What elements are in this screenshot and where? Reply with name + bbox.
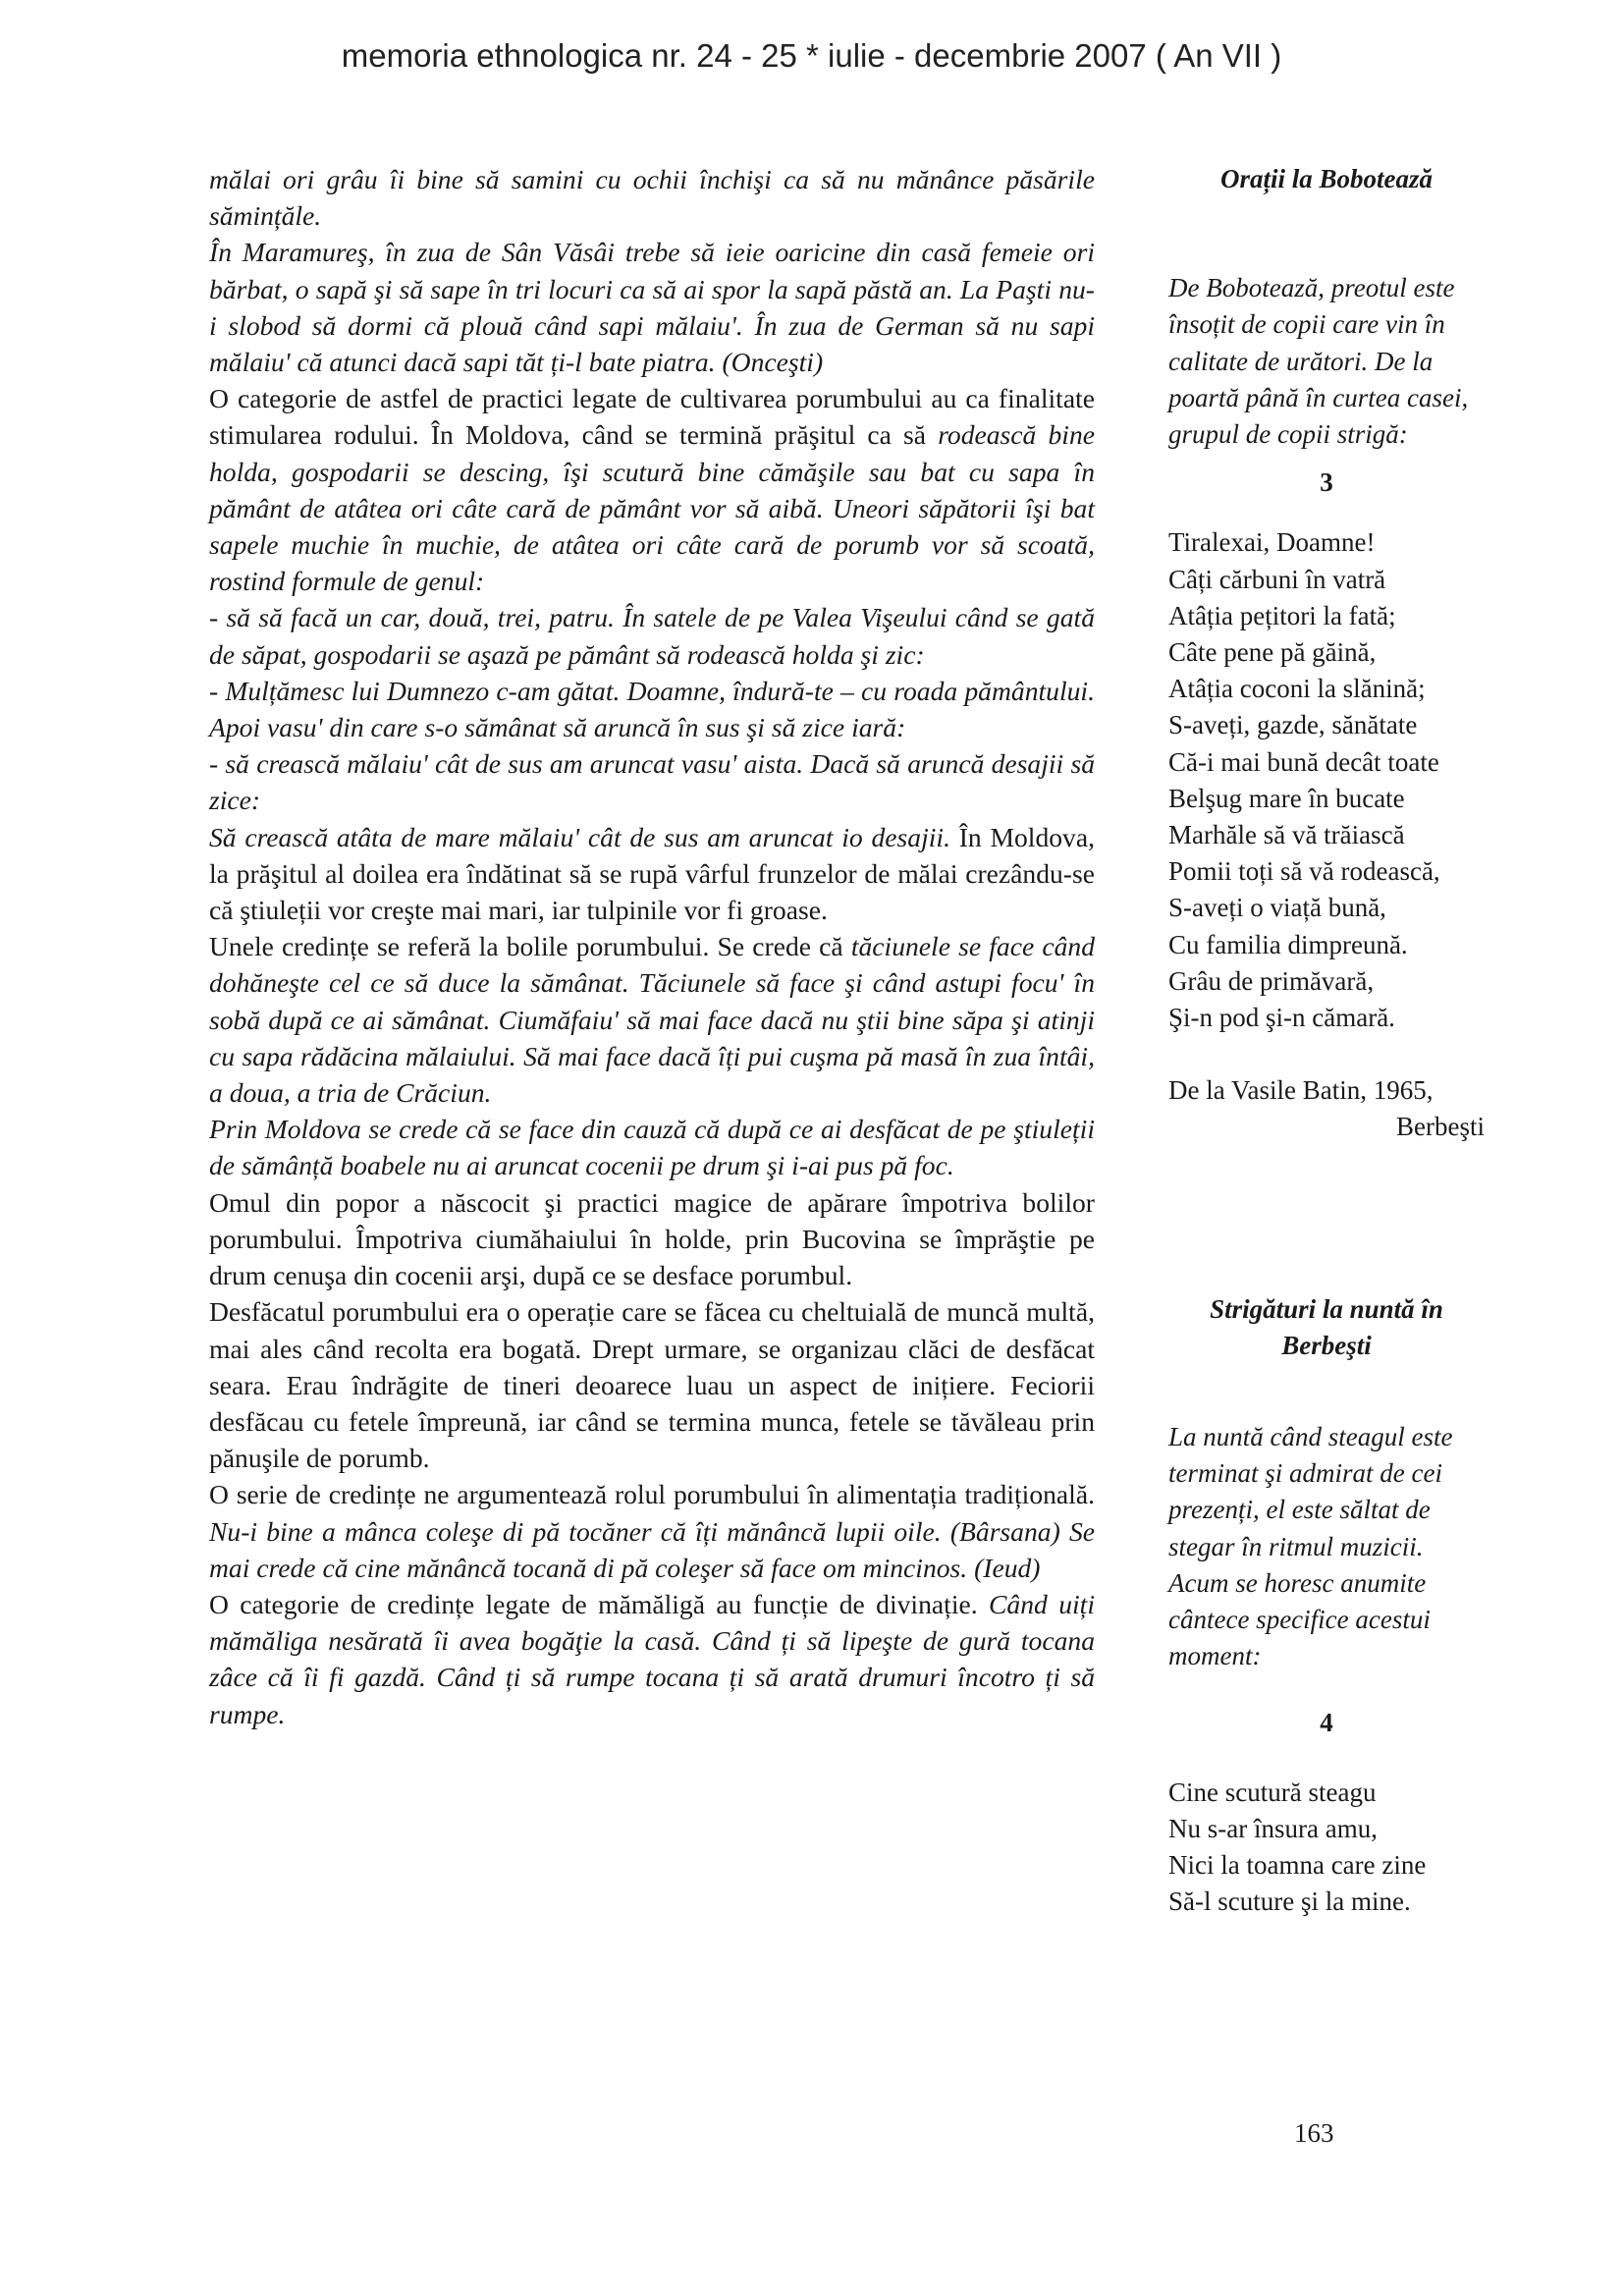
source-place: Berbeşti (1396, 1112, 1485, 1142)
verse-line: Câți cărbuni în vatră (1168, 564, 1386, 594)
verse-line: Atâția coconi la slănină; (1168, 674, 1426, 704)
verse-line: S-aveți o viață bună, (1168, 893, 1386, 923)
paragraph: Omul din popor a născocit şi practici magice de apărare împotriva bolilor porumbului. Împotriva ciumăhaiului în holde, prin Bucovina se împrăştie pe drum cenuşa din cocenii arşi, după ce se desface porumbul. (209, 1186, 1095, 1291)
page-number: 163 (1294, 2118, 1334, 2148)
verse-line: Şi-n pod şi-n cămară. (1168, 1003, 1395, 1033)
verse-line: Marhăle să vă trăiască (1168, 820, 1405, 850)
verse-line: Nici la toamna care zine (1168, 1850, 1427, 1881)
main-column (209, 161, 1095, 1732)
section-intro: De Bobotează, preotul este însoțit de copii care vin în calitate de urători. De la poartă până în curtea casei, grupul de copii strigă: (1168, 273, 1469, 450)
paragraph: Desfăcatul porumbului era o operație care se făcea cu cheltuială de muncă multă, mai ales când recolta era bogată. Drept urmare, se organizau clăci de desfăcat seara. Erau îndrăgite de tineri deoarece luau un aspect de inițiere. Feciorii desfăcau cu fetele împreună, iar când se termina munca, fetele se tăvăleau prin pănuşile de porumb. (209, 1296, 1095, 1474)
paragraph: O categorie de credințe legate de mămăligă au funcție de divinație. Când uiți mămăliga nesărată îi avea bogăţie la casă. Când ți să lipeşte de gură tocana zâce că îi fi gazdă. Când ți să rumpe tocana ți să arată drumuri încotro ți să rumpe. (209, 1588, 1095, 1729)
verse-line: Tiralexai, Doamne! (1168, 527, 1376, 558)
paragraph: În Maramureş, în zua de Sân Văsâi trebe să ieie oaricine din casă femeie ori bărbat, o sapă şi să sape în tri locuri ca să ai spor la sapă păstă an. La Paşti nu-i slobod să dormi că plouă când sapi mălaiu'. În zua de German să nu sapi mălaiu' că atunci dacă sapi tăt ți-l bate piatra. (Onceşti) (209, 237, 1095, 378)
paragraph: Unele credințe se referă la bolile porumbului. Se crede că tăciunele se face când dohăneşte cel ce să duce la sămânat. Tăciunele să face şi când astupi focu' în sobă după ce ai sămânat. Ciumăfaiu' să mai face dacă nu ştii bine săpa şi atinji cu sapa rădăcina mălaiului. Să mai face dacă îți pui cuşma pă masă în zua întâi, a doua, a tria de Crăciun. (209, 931, 1095, 1109)
paragraph: - să să facă un car, două, trei, patru. În satele de pe Valea Vişeului când se gată de săpat, gospodarii se aşază pe pământ să rodească holda şi zic: (209, 602, 1095, 670)
section-title: Strigături la nuntă în (1210, 1293, 1443, 1324)
poem-verses (1168, 1775, 1485, 1921)
section-title: Berbeşti (1281, 1330, 1372, 1360)
verse-line: Câte pene pă găină, (1168, 637, 1377, 668)
verse-line: Belşug mare în bucate (1168, 783, 1405, 813)
section-title: Orații la Bobotează (1219, 164, 1433, 193)
section-intro: La nuntă când steagul este terminat şi admirat de cei prezenți, el este săltat de stegar în ritmul muzicii. Acum se horesc anumite cântece specifice acestui moment: (1168, 1422, 1453, 1671)
poem-number: 4 (1320, 1707, 1333, 1737)
verse-line: Pomii toți să vă rodească, (1168, 856, 1440, 887)
verse-line: Să-l scuture şi la mine. (1168, 1886, 1411, 1917)
verse-line: Atâția pețitori la fată; (1168, 600, 1396, 630)
poem-number: 3 (1320, 467, 1333, 498)
verse-line: Cu familia dimpreună. (1168, 929, 1408, 959)
verse-line: Că-i mai bună decât toate (1168, 746, 1439, 777)
paragraph: Să crească atâta de mare mălaiu' cât de sus am aruncat io desajii. În Moldova, la prăşitul al doilea era îndătinat să se rupă vârful frunzelor de mălai crezându-se că ştiuleții vor creşte mai mari, iar tulpinile vor fi groase. (209, 821, 1095, 926)
paragraph: O categorie de astfel de practici legate de cultivarea porumbului au ca finalitate stimularea rodului. În Moldova, când se termină prăşitul ca să rodească bine holda, gospodarii se descing, îşi scutură bine cămăşile sau bat cu sapa în pământ de atâtea ori câte cară de pământ vor să aibă. Uneori săpătorii îşi bat sapele muchie în muchie, de atâtea ori câte cară de porumb vor să scoată, rostind formule de genul: (209, 383, 1095, 597)
paragraph: - să crească mălaiu' cât de sus am aruncat vasu' aista. Dacă să aruncă desajii să zice: (209, 748, 1095, 816)
verse-line: S-aveți, gazde, sănătate (1168, 710, 1418, 740)
verse-line: Grâu de primăvară, (1168, 965, 1375, 996)
verse-line: Nu s-ar însura amu, (1168, 1813, 1378, 1843)
source-note: De la Vasile Batin, 1965, (1168, 1075, 1434, 1106)
verse-line: Cine scutură steagu (1168, 1777, 1377, 1807)
paragraph: Prin Moldova se crede că se face din cauză că după ce ai desfăcat de pe ştiuleții de sămânță boabele nu ai aruncat cocenii pe drum şi i-ai pus pă foc. (209, 1114, 1095, 1181)
paragraph: O serie de credințe ne argumentează rolul porumbului în alimentația tradițională. Nu-i bine a mânca coleşe di pă tocăner că îți mănâncă lupii oile. (Bârsana) Se mai crede că cine mănâncă tocană di pă coleşer să face om mincinos. (Ieud) (209, 1479, 1095, 1583)
poem-verses (1168, 524, 1485, 1036)
page-header: memoria ethnologica nr. 24 - 25 * iulie - decembrie 2007 ( An VII ) (341, 37, 1282, 74)
side-column (1168, 161, 1485, 1921)
paragraph: mălai ori grâu îi bine să samini cu ochii închişi ca să nu mănânce păsările sămințăle. (209, 164, 1095, 232)
paragraph: - Mulțămesc lui Dumnezo c-am gătat. Doamne, îndură-te – cu roada pământului. Apoi vasu' din care s-o sămânat să aruncă în sus şi să zice iară: (209, 675, 1095, 743)
